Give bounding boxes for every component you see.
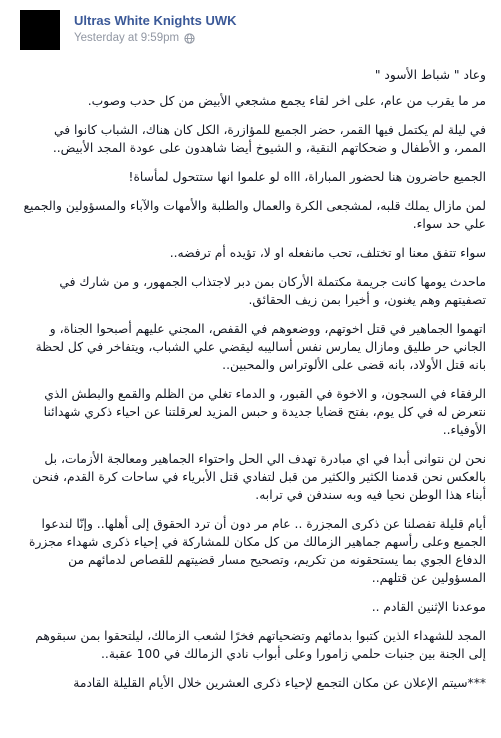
globe-icon bbox=[184, 33, 195, 44]
paragraph: الرفقاء في السجون، و الاخوة في القبور، و الدماء تغلي من الظلم والقمع والبطش الذي نتعرض له في كل يوم، بفتح قضايا جديدة و حبس المزيد لعرقلتنا عن احياء ذكري شهدائنا الأوفياء.. bbox=[43, 387, 486, 437]
post-timestamp[interactable]: Yesterday at 9:59pm bbox=[74, 32, 180, 44]
paragraph: سواء تتفق معنا او تختلف، تحب مانفعله او لا، تؤيده أم ترفضه.. bbox=[169, 246, 486, 260]
post-title: وعاد " شباط الأسود " bbox=[374, 68, 486, 82]
paragraph: المجد للشهداء الذين كتبوا بدمائهم وتضحياتهم فخرًا لشعب الزمالك، ليلتحقوا بمن سبقوهم إلى الجنة بين جنبات حلمي زامورا وعلى أبواب نادي الزمالك في 100 عقبة.. bbox=[35, 629, 486, 661]
paragraph: ماحدث يومها كانت جريمة مكتملة الأركان بمن دبر لاجتذاب الجمهور، و من شارك في تصفيتهم وهم يغنون، و أخيرا بمن زيف الحقائق. bbox=[59, 275, 486, 307]
paragraph: في ليلة لم يكتمل فيها القمر، حضر الجميع للمؤازرة، الكل كان هناك، الشباب كانوا في الممر، و الأطفال و ضحكاتهم النقية، و الشيوخ أيضا شاهدون على عودة المجد الأبيض.. bbox=[52, 123, 486, 155]
post-header bbox=[12, 10, 492, 58]
page-avatar[interactable] bbox=[20, 10, 60, 50]
paragraph: أيام قليلة تفصلنا عن ذكرى المجزرة .. عام مر دون أن ترد الحقوق إلى أهلها.. وإنّا لندعوا الجميع وعلى رأسهم جماهير الزمالك من كل مكان للمشاركة في إحياء ذكرى شهداء مجزرة الدفاع الجوي بما يستحقونه من تكريم، وتصحيح مسار قضيتهم للقصاص لدمائهم من المسؤولين عن قتلهم.. bbox=[29, 517, 486, 585]
paragraph: الجميع حاضرون هنا لحضور المباراة، اااه لو علموا انها ستتحول لمأساة! bbox=[128, 170, 486, 184]
paragraph: موعدنا الإثنين القادم .. bbox=[371, 600, 486, 614]
paragraph: مر ما يقرب من عام، على اخر لقاء يجمع مشجعي الأبيض من كل حدب وصوب. bbox=[87, 94, 486, 108]
post-body bbox=[20, 66, 486, 703]
paragraph: لمن مازال يملك قلبه، لمشجعى الكرة والعمال والطلبة والأمهات والآباء والمسؤولين والجميع علي حد سواء. bbox=[23, 199, 486, 231]
paragraph: اتهموا الجماهير في قتل اخوتهم، ووضعوهم في القفص، المجني عليهم أصبحوا الجناة، و الجاني حر طليق ومازال يمارس نفس أساليبه ليقضي علي الشباب، ويتفاخر في كل لحظة بانه قتل الأولاد، بانه قضى على الألوتراس والمحبين.. bbox=[35, 322, 486, 372]
author-name[interactable]: Ultras White Knights UWK bbox=[74, 13, 237, 28]
post-meta bbox=[74, 32, 195, 44]
paragraph: ***سيتم الإعلان عن مكان التجمع لإحياء ذكرى العشرين خلال الأيام القليلة القادمة bbox=[73, 676, 486, 690]
paragraph: نحن لن نتوانى أبدا في اي مبادرة تهدف الي الحل واحتواء الجماهير ومعالجة الأزمات، بل بالعكس نحن قدمنا الكثير والكثير من قبل لتفادي قتل الأبرياء في ساحات كرة القدم، فنحن أبناء هذا الوطن نحيا فيه وبه سندفن في ترابه. bbox=[32, 452, 486, 502]
